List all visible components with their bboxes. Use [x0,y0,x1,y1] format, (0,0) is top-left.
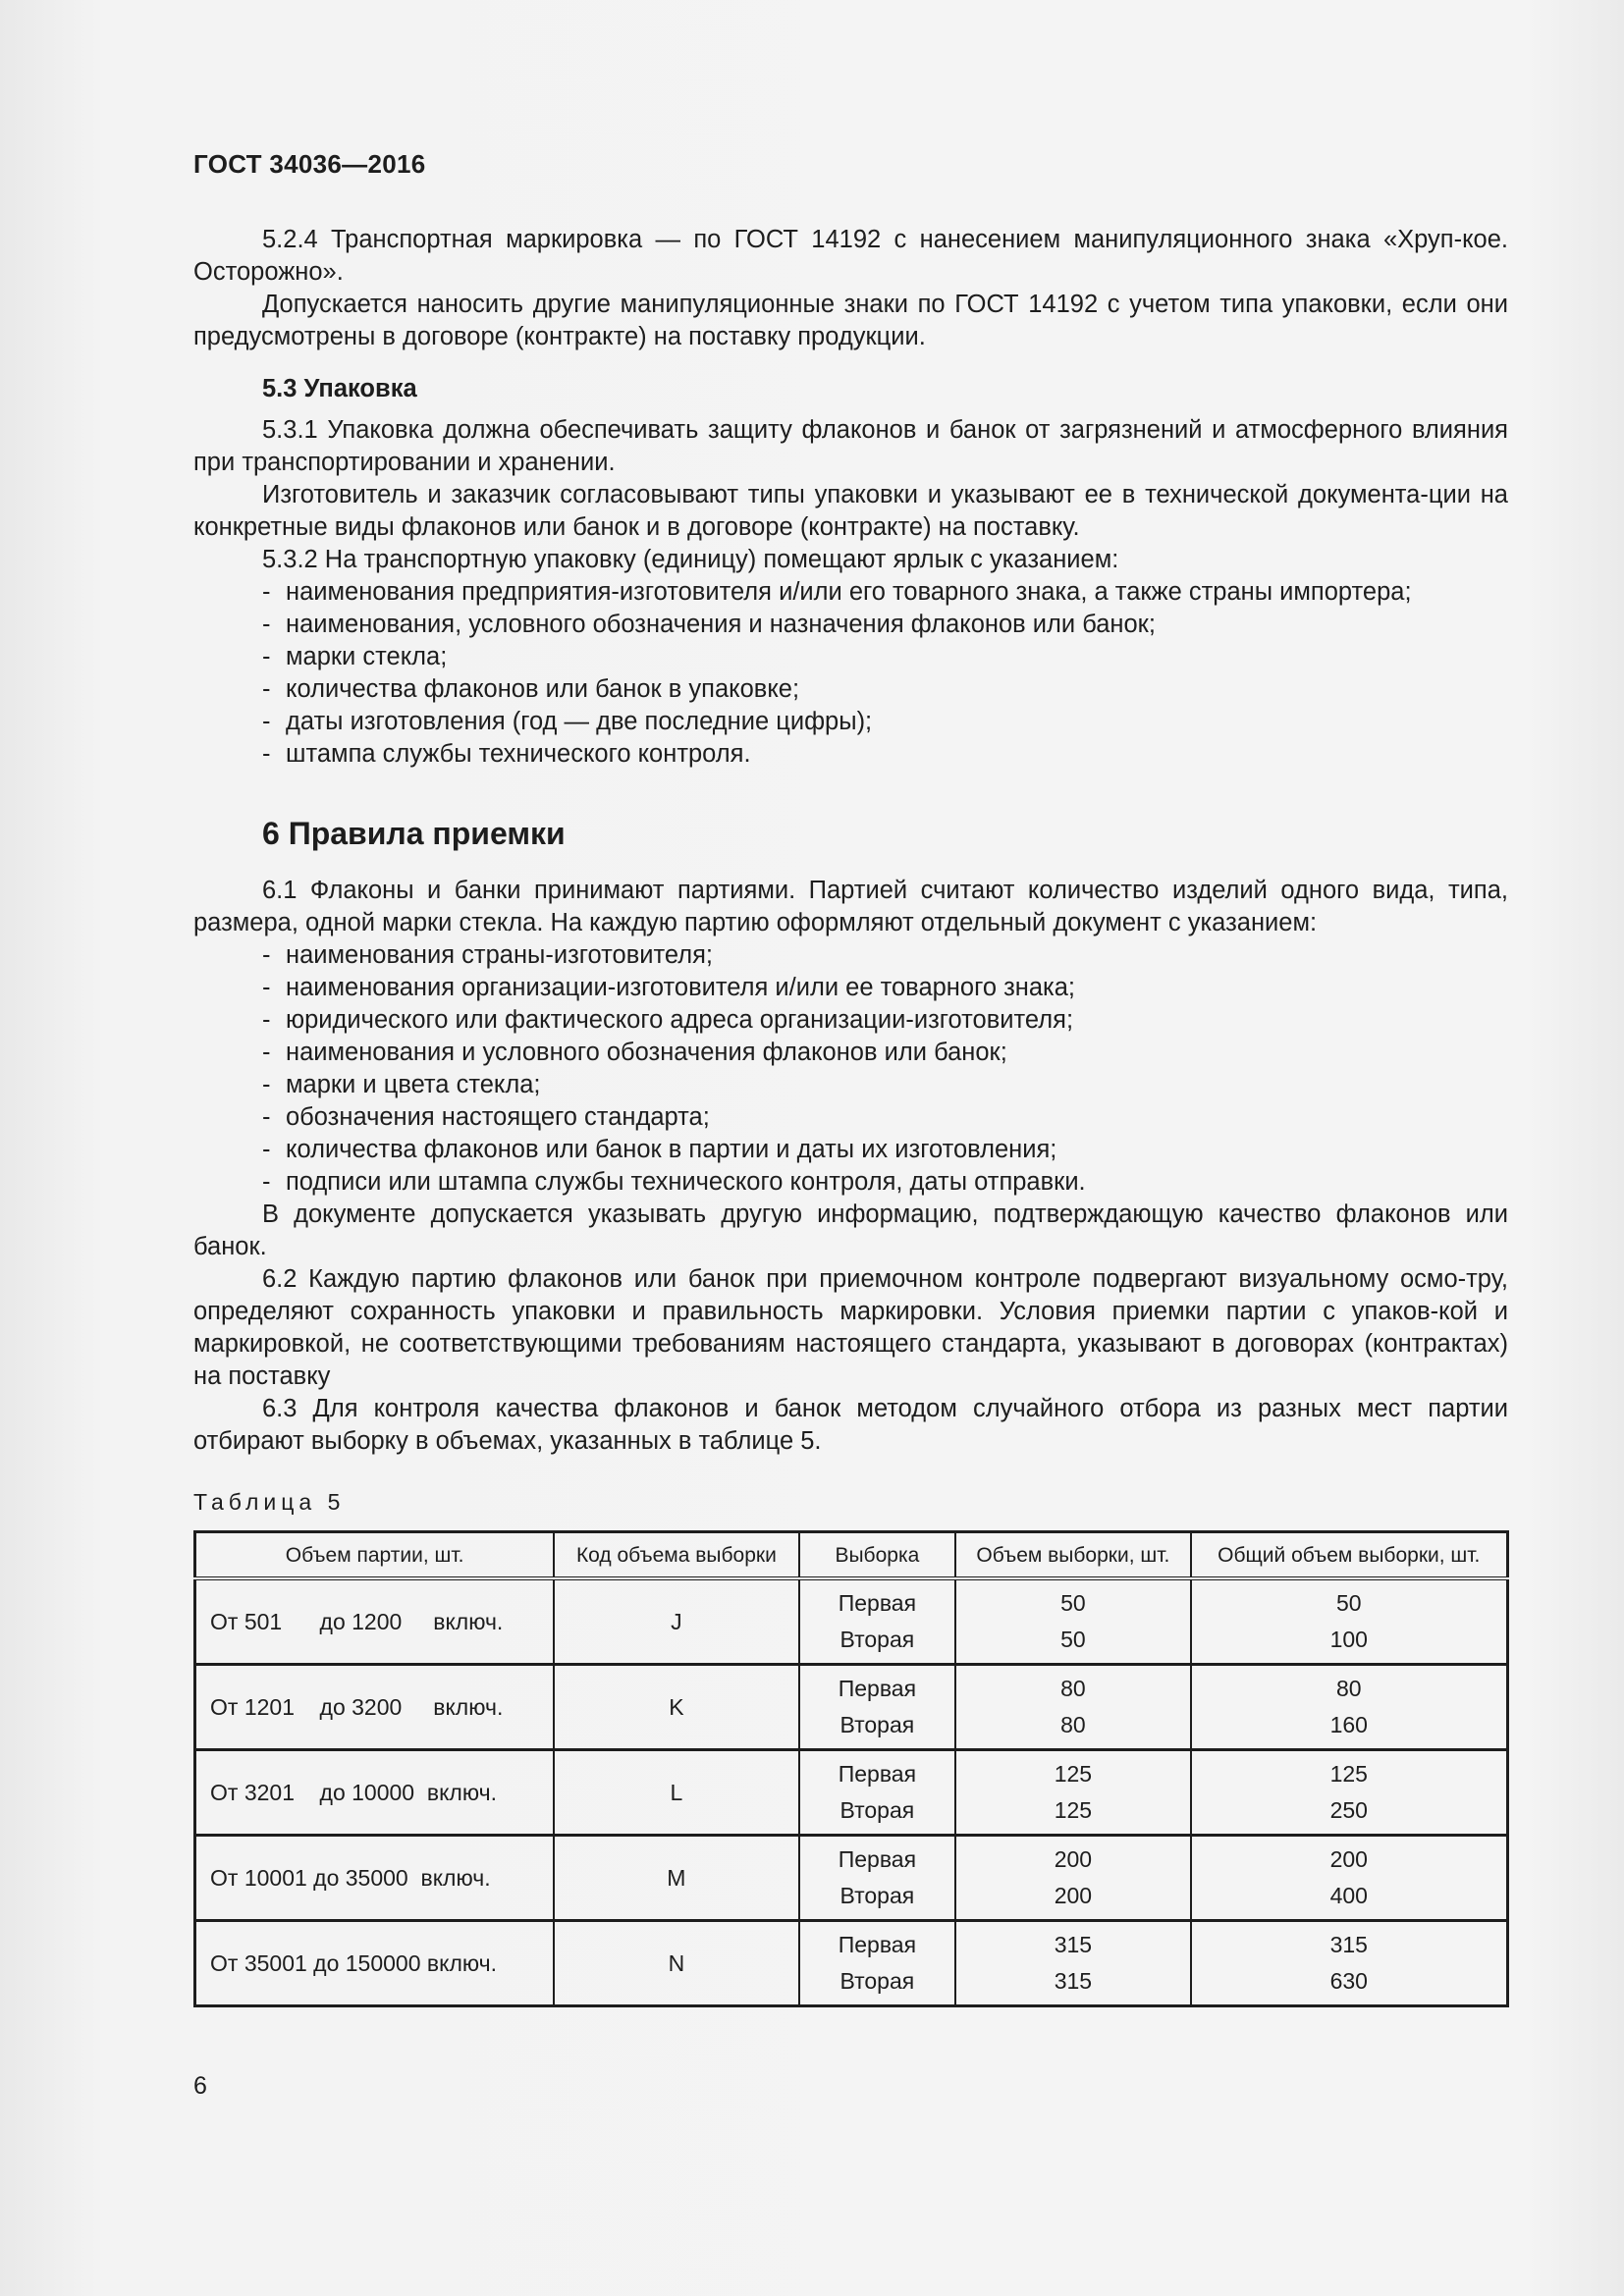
list-item: - штампа службы технического контроля. [262,738,1508,771]
sample-code-cell: M [554,1836,798,1921]
list-item: - наименования и условного обозначения флаконов или банок; [262,1037,1508,1069]
sample-size-cell: 315 315 [955,1921,1190,2006]
paragraph-5-3-1-agreement: Изготовитель и заказчик согласовывают типы упаковки и указывают ее в технической документа-ции на конкретные виды флаконов или банок и в договоре (контракте) на поставку. [193,481,1508,541]
list-item: - наименования, условного обозначения и назначения флаконов или банок; [262,609,1508,641]
sample-cell: Первая Вторая [799,1921,956,2006]
total-sample-size-cell: 125 250 [1191,1750,1508,1836]
column-header-total-sample-size: Общий объем выборки, шт. [1191,1532,1508,1579]
table-caption: Таблица 5 [193,1489,346,1515]
sample-cell: Первая Вторая [799,1836,956,1921]
lot-size-cell: От 3201 до 10000 включ. [195,1750,555,1836]
lot-size-cell: От 35001 до 150000 включ. [195,1921,555,2006]
list-marker: - [262,740,271,768]
table-row [195,1578,1508,1665]
section-title-6: 6 Правила приемки [262,816,566,851]
column-header-sample: Выборка [799,1532,956,1579]
sample-size-cell: 200 200 [955,1836,1190,1921]
list-5-3-2 [193,576,1508,771]
list-marker: - [262,1006,271,1034]
table-row [195,1836,1508,1921]
list-marker: - [262,708,271,735]
list-marker: - [262,611,271,638]
list-item: - наименования предприятия-изготовителя и/или его товарного знака, а также страны импортера; [262,576,1508,609]
list-item: - подписи или штампа службы технического контроля, даты отправки. [262,1166,1508,1199]
sample-cell: Первая Вторая [799,1750,956,1836]
list-marker: - [262,1168,271,1196]
list-marker: - [262,643,271,670]
list-item: - юридического или фактического адреса организации-изготовителя; [262,1004,1508,1037]
table-header-row [195,1532,1508,1579]
column-header-sample-size: Объем выборки, шт. [955,1532,1190,1579]
sample-size-cell: 125 125 [955,1750,1190,1836]
paragraph-5-3-2: 5.3.2 На транспортную упаковку (единицу) помещают ярлык с указанием: [262,546,1119,573]
lot-size-cell: От 501 до 1200 включ. [195,1578,555,1665]
sample-size-cell: 80 80 [955,1665,1190,1750]
sample-code-cell: N [554,1921,798,2006]
table-row [195,1921,1508,2006]
document-body [193,224,1508,2007]
sample-code-cell: J [554,1578,798,1665]
subsection-title-5-3: 5.3 Упаковка [262,375,417,402]
total-sample-size-cell: 80 160 [1191,1665,1508,1750]
list-marker: - [262,1071,271,1098]
list-item: - обозначения настоящего стандарта; [262,1101,1508,1134]
total-sample-size-cell: 200 400 [1191,1836,1508,1921]
sample-cell: Первая Вторая [799,1578,956,1665]
table-row [195,1750,1508,1836]
list-marker: - [262,675,271,703]
list-item: - даты изготовления (год — две последние цифры); [262,706,1508,738]
column-header-lot-size: Объем партии, шт. [195,1532,555,1579]
table-row [195,1665,1508,1750]
list-item: - марки стекла; [262,641,1508,673]
list-item: - наименования страны-изготовителя; [262,939,1508,972]
sample-code-cell: L [554,1750,798,1836]
sample-code-cell: K [554,1665,798,1750]
list-marker: - [262,1103,271,1131]
list-item: - наименования организации-изготовителя и/или ее товарного знака; [262,972,1508,1004]
column-header-sample-code: Код объема выборки [554,1532,798,1579]
list-marker: - [262,1039,271,1066]
list-item: - марки и цвета стекла; [262,1069,1508,1101]
paragraph-5-3-1: 5.3.1 Упаковка должна обеспечивать защиту флаконов и банок от загрязнений и атмосферного влияния при транспортировании и хранении. [193,416,1508,476]
list-item: - количества флаконов или банок в партии и даты их изготовления; [262,1134,1508,1166]
paragraph-6-2: 6.2 Каждую партию флаконов или банок при приемочном контроле подвергают визуальному осмо-тру, определяют сохранность упаковки и правильность маркировки. Условия приемки партии с упаков-кой и маркировкой, не соответствующими требованиям настоящего стандарта, указывают в договорах (контрактах) на поставку [193,1265,1508,1390]
list-marker: - [262,941,271,969]
document-header: ГОСТ 34036—2016 [193,149,426,179]
page-number: 6 [193,2072,207,2100]
total-sample-size-cell: 50 100 [1191,1578,1508,1665]
paragraph-6-3: 6.3 Для контроля качества флаконов и банок методом случайного отбора из разных мест партии отбирают выборку в объемах, указанных в таблице 5. [193,1395,1508,1455]
lot-size-cell: От 1201 до 3200 включ. [195,1665,555,1750]
sample-size-cell: 50 50 [955,1578,1190,1665]
total-sample-size-cell: 315 630 [1191,1921,1508,2006]
list-item: - количества флаконов или банок в упаковке; [262,673,1508,706]
paragraph-5-2-4: 5.2.4 Транспортная маркировка — по ГОСТ 14192 с нанесением манипуляционного знака «Хруп-кое. Осторожно». [193,226,1508,286]
lot-size-cell: От 10001 до 35000 включ. [195,1836,555,1921]
table-5 [193,1530,1509,2007]
list-6-1 [193,939,1508,1199]
list-marker: - [262,974,271,1001]
paragraph-6-1-document: В документе допускается указывать другую информацию, подтверждающую качество флаконов или банок. [193,1201,1508,1260]
list-marker: - [262,578,271,606]
sample-cell: Первая Вторая [799,1665,956,1750]
paragraph-5-2-4-allowance: Допускается наносить другие манипуляционные знаки по ГОСТ 14192 с учетом типа упаковки, если они предусмотрены в договоре (контракте) на поставку продукции. [193,291,1508,350]
paragraph-6-1: 6.1 Флаконы и банки принимают партиями. Партией считают количество изделий одного вида, типа, размера, одной марки стекла. На каждую партию оформляют отдельный документ с указанием: [193,877,1508,936]
list-marker: - [262,1136,271,1163]
